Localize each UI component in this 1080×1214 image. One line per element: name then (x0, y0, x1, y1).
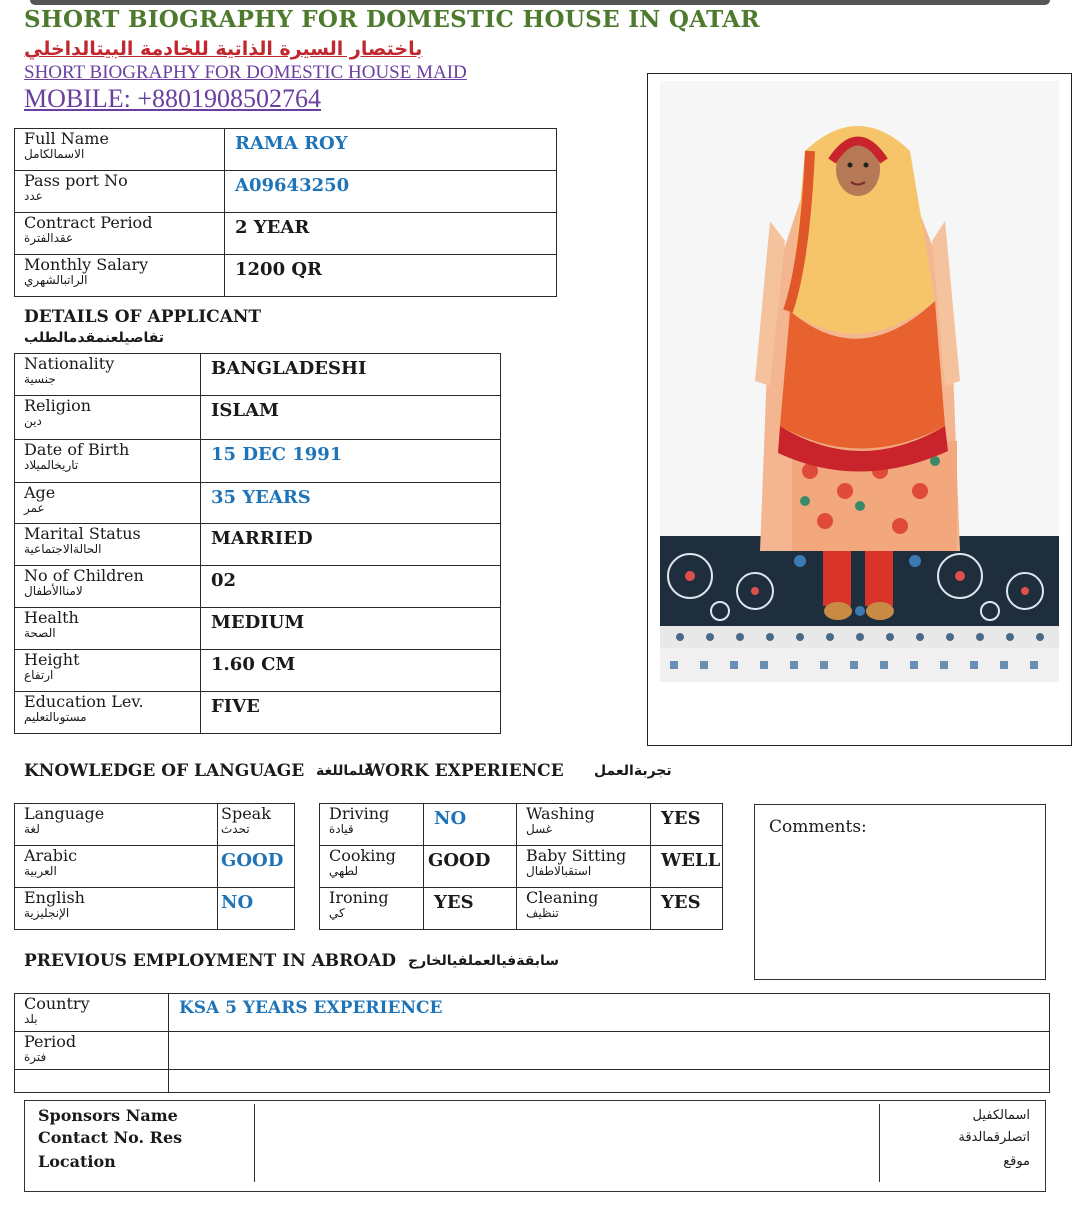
field-label-arabic: عقدالفترة (24, 230, 74, 245)
field-label-arabic: الصحة (24, 625, 56, 640)
sponsor-name-label: Sponsors Name (30, 1104, 255, 1128)
comments-label: Comments: (769, 817, 867, 837)
language-table (14, 803, 295, 930)
field-label-arabic: الاسمالكامل (24, 146, 85, 161)
sponsor-name-value (255, 1104, 880, 1128)
field-label-arabic: عدد (24, 188, 43, 203)
top-border (30, 0, 1050, 5)
language-name-arabic: العربية (24, 863, 57, 878)
subtitle: SHORT BIOGRAPHY FOR DOMESTIC HOUSE MAID (24, 62, 467, 83)
work-row (320, 846, 723, 888)
detail-row (15, 692, 501, 734)
work-table (319, 803, 723, 930)
basic-info-table (14, 128, 557, 297)
field-label-arabic: جنسية (24, 371, 56, 386)
applicant-photo-drawing (660, 81, 1059, 682)
speak-col-label-arabic: تحدث (221, 821, 250, 836)
applicant-photo (660, 81, 1059, 682)
sponsor-row (30, 1128, 1042, 1152)
detail-row (15, 396, 501, 440)
arabic-level: GOOD (218, 846, 295, 888)
salary-value: 1200 QR (225, 255, 557, 297)
skill-label-arabic: كي (329, 905, 345, 920)
country-value: KSA 5 YEARS EXPERIENCE (169, 994, 1050, 1032)
language-name-arabic: الإنجليزية (24, 905, 70, 920)
english-level: NO (218, 888, 295, 930)
field-label: Contract Period (24, 213, 153, 232)
field-label: Monthly Salary (24, 255, 149, 274)
detail-row (15, 524, 501, 566)
country-label-arabic: بلد (24, 1011, 38, 1026)
passport-value: A09643250 (225, 171, 557, 213)
knowledge-heading: KNOWLEDGE OF LANGUAGE (24, 761, 305, 781)
religion-value: ISLAM (201, 396, 501, 440)
mobile-number: MOBILE: +8801908502764 (24, 84, 322, 113)
skill-label: Driving (329, 804, 390, 823)
basic-row (15, 255, 557, 297)
work-row (320, 888, 723, 930)
skill-label: Cleaning (526, 888, 599, 907)
language-name: Arabic (24, 846, 78, 865)
health-value: MEDIUM (201, 608, 501, 650)
driving-value: NO (424, 804, 517, 846)
cooking-value: GOOD (424, 846, 517, 888)
language-header-row (15, 804, 295, 846)
field-label-arabic: الحالةالاجتماعية (24, 541, 102, 556)
details-table (14, 353, 501, 734)
skill-label-arabic: لطهي (329, 863, 359, 878)
contact-label: Contact No. Res (30, 1128, 255, 1152)
contact-value (255, 1128, 880, 1152)
field-label: Age (24, 483, 56, 502)
sponsor-table (30, 1104, 1042, 1182)
work-row (320, 804, 723, 846)
field-label-arabic: ارتفاع (24, 667, 54, 682)
field-label: Height (24, 650, 80, 669)
age-value: 35 YEARS (201, 483, 501, 524)
work-heading-arabic: تجربةالعمل (594, 763, 672, 779)
basic-row (15, 171, 557, 213)
language-row (15, 846, 295, 888)
field-label: Nationality (24, 354, 115, 373)
page-title: SHORT BIOGRAPHY FOR DOMESTIC HOUSE IN QATAR (24, 6, 760, 33)
full-name-value: RAMA ROY (225, 129, 557, 171)
field-label: Religion (24, 396, 92, 415)
contact-arabic: اتصلرقمالدقة (958, 1130, 1030, 1145)
period-value (169, 1032, 1050, 1070)
washing-value: YES (651, 804, 723, 846)
field-label-arabic: تاريخالميلاد (24, 457, 79, 472)
language-col-label-arabic: لغة (24, 821, 40, 836)
empty-row (15, 1070, 1050, 1093)
basic-row (15, 213, 557, 255)
marital-value: MARRIED (201, 524, 501, 566)
comments-box (754, 804, 1046, 980)
language-name: English (24, 888, 85, 907)
field-label: Date of Birth (24, 440, 130, 459)
period-row (15, 1032, 1050, 1070)
knowledge-heading-arabic: علماللغة (316, 763, 374, 779)
period-label-arabic: فترة (24, 1049, 47, 1064)
field-label: Full Name (24, 129, 109, 148)
skill-label: Cooking (329, 846, 396, 865)
period-label: Period (24, 1032, 77, 1051)
detail-row (15, 483, 501, 524)
sponsor-row (30, 1104, 1042, 1128)
basic-row (15, 129, 557, 171)
children-value: 02 (201, 566, 501, 608)
details-heading: DETAILS OF APPLICANT (24, 307, 262, 327)
field-label-arabic: لامناالأطفال (24, 583, 83, 598)
field-label-arabic: عمر (24, 500, 45, 515)
skill-label-arabic: استقبالاطفال (526, 863, 592, 878)
nationality-value: BANGLADESHI (201, 354, 501, 396)
details-heading-arabic: تفاصيلعنمقدمالطلب (24, 330, 165, 346)
arabic-title: باختصار السيرة الذاتية للخادمة البيتالداخلي (24, 38, 423, 60)
detail-row (15, 566, 501, 608)
sponsor-name-arabic: اسمالكفيل (972, 1108, 1030, 1123)
skill-label-arabic: تنظيف (526, 905, 559, 920)
dob-value: 15 DEC 1991 (201, 440, 501, 483)
previous-employment-table (14, 993, 1050, 1093)
height-value: 1.60 CM (201, 650, 501, 692)
ironing-value: YES (424, 888, 517, 930)
field-label-arabic: الراتبالشهري (24, 272, 88, 287)
skill-label: Ironing (329, 888, 389, 907)
previous-employment-heading-arabic: سابقةفيالعملفيالخارج (408, 953, 560, 969)
language-col-label: Language (24, 804, 105, 823)
skill-label: Baby Sitting (526, 846, 627, 865)
detail-row (15, 650, 501, 692)
field-label: No of Children (24, 566, 144, 585)
education-value: FIVE (201, 692, 501, 734)
field-label: Marital Status (24, 524, 141, 543)
field-label: Health (24, 608, 79, 627)
field-label: Education Lev. (24, 692, 144, 711)
location-label: Location (30, 1152, 255, 1182)
country-label: Country (24, 994, 90, 1013)
location-value (255, 1152, 880, 1182)
detail-row (15, 354, 501, 396)
contract-value: 2 YEAR (225, 213, 557, 255)
speak-col-label: Speak (221, 804, 271, 823)
field-label: Pass port No (24, 171, 128, 190)
field-label-arabic: مستوىالتعليم (24, 709, 87, 724)
language-row (15, 888, 295, 930)
cleaning-value: YES (651, 888, 723, 930)
field-label-arabic: دين (24, 413, 42, 428)
skill-label-arabic: غسل (526, 821, 553, 836)
detail-row (15, 608, 501, 650)
country-row (15, 994, 1050, 1032)
location-arabic: موقع (1003, 1154, 1030, 1169)
previous-employment-heading: PREVIOUS EMPLOYMENT IN ABROAD (24, 951, 397, 971)
sponsor-row (30, 1152, 1042, 1182)
detail-row (15, 440, 501, 483)
baby-sitting-value: WELL (651, 846, 723, 888)
work-heading: WORK EXPERIENCE (366, 761, 564, 781)
skill-label: Washing (526, 804, 595, 823)
skill-label-arabic: قيادة (329, 821, 354, 836)
